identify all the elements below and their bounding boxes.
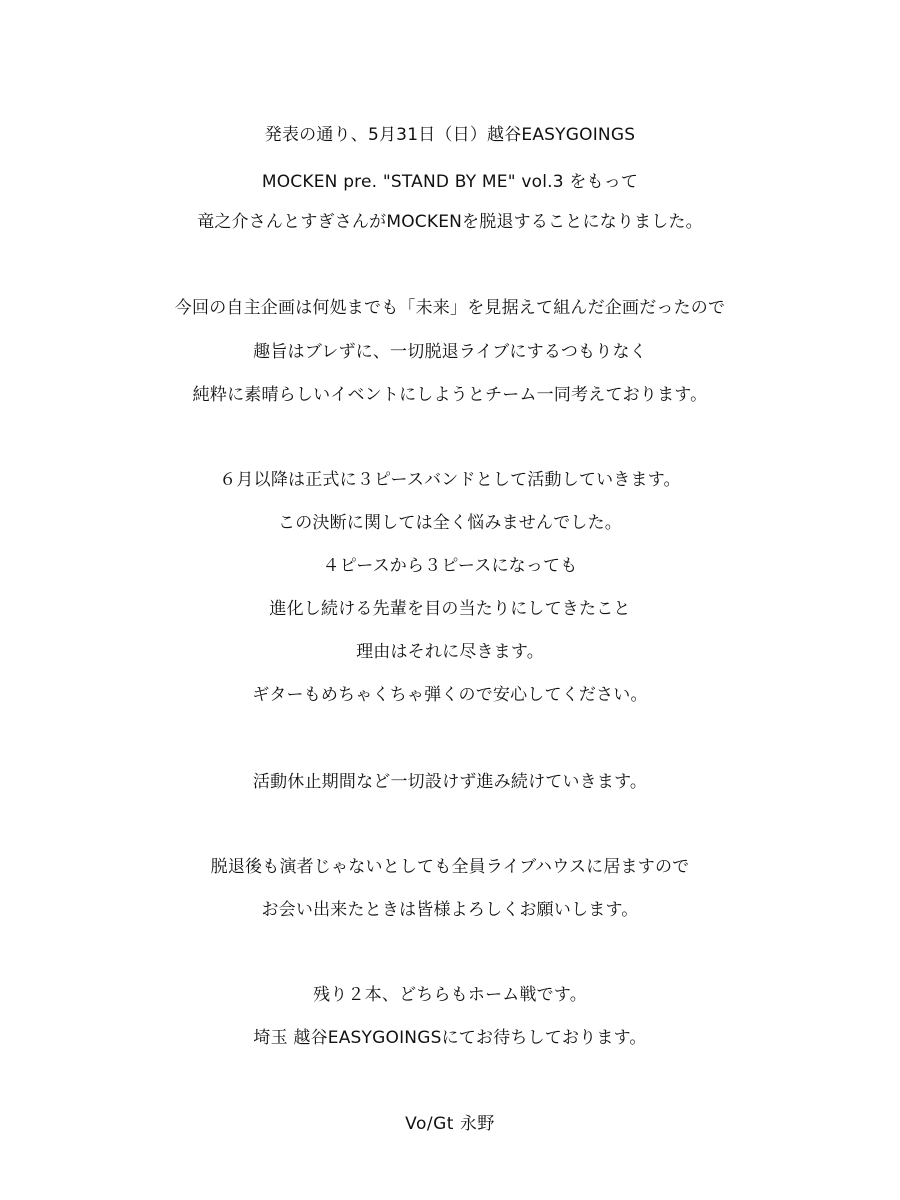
text-line: ６月以降は正式に３ピースバンドとして活動していきます。 (219, 470, 681, 490)
signature: Vo/Gt 永野 (405, 1114, 495, 1134)
text-line: 発表の通り、5月31日（日）越谷EASYGOINGS (264, 125, 636, 145)
text-line: 活動休止期間など一切設けず進み続けていきます。 (252, 772, 648, 792)
text-line: 竜之介さんとすぎさんがMOCKENを脱退することになりました。 (197, 212, 703, 232)
text-line: 埼玉 越谷EASYGOINGSにてお待ちしております。 (253, 1028, 647, 1048)
text-line: 趣旨はブレずに、一切脱退ライブにするつもりなく (253, 342, 647, 362)
text-line: 残り２本、どちらもホーム戦です。 (313, 985, 587, 1005)
text-line: 今回の自主企画は何処までも「未来」を見据えて組んだ企画だったので (174, 298, 726, 318)
text-line: ４ピースから３ピースになっても (322, 556, 578, 576)
text-line: MOCKEN pre. "STAND BY ME" vol.3 をもって (261, 172, 639, 192)
text-line: 脱退後も演者じゃないとしても全員ライブハウスに居ますので (210, 857, 690, 877)
text-line: 進化し続ける先輩を目の当たりにしてきたこと (269, 599, 631, 619)
text-line: 純粋に素晴らしいイベントにしようとチーム一同考えております。 (192, 385, 708, 405)
text-line: ギターもめちゃくちゃ弾くので安心してください。 (252, 685, 648, 705)
text-line: この決断に関しては全く悩みませんでした。 (278, 513, 622, 533)
text-line: お会い出来たときは皆様よろしくお願いします。 (261, 900, 639, 920)
text-line: 理由はそれに尽きます。 (356, 642, 544, 662)
